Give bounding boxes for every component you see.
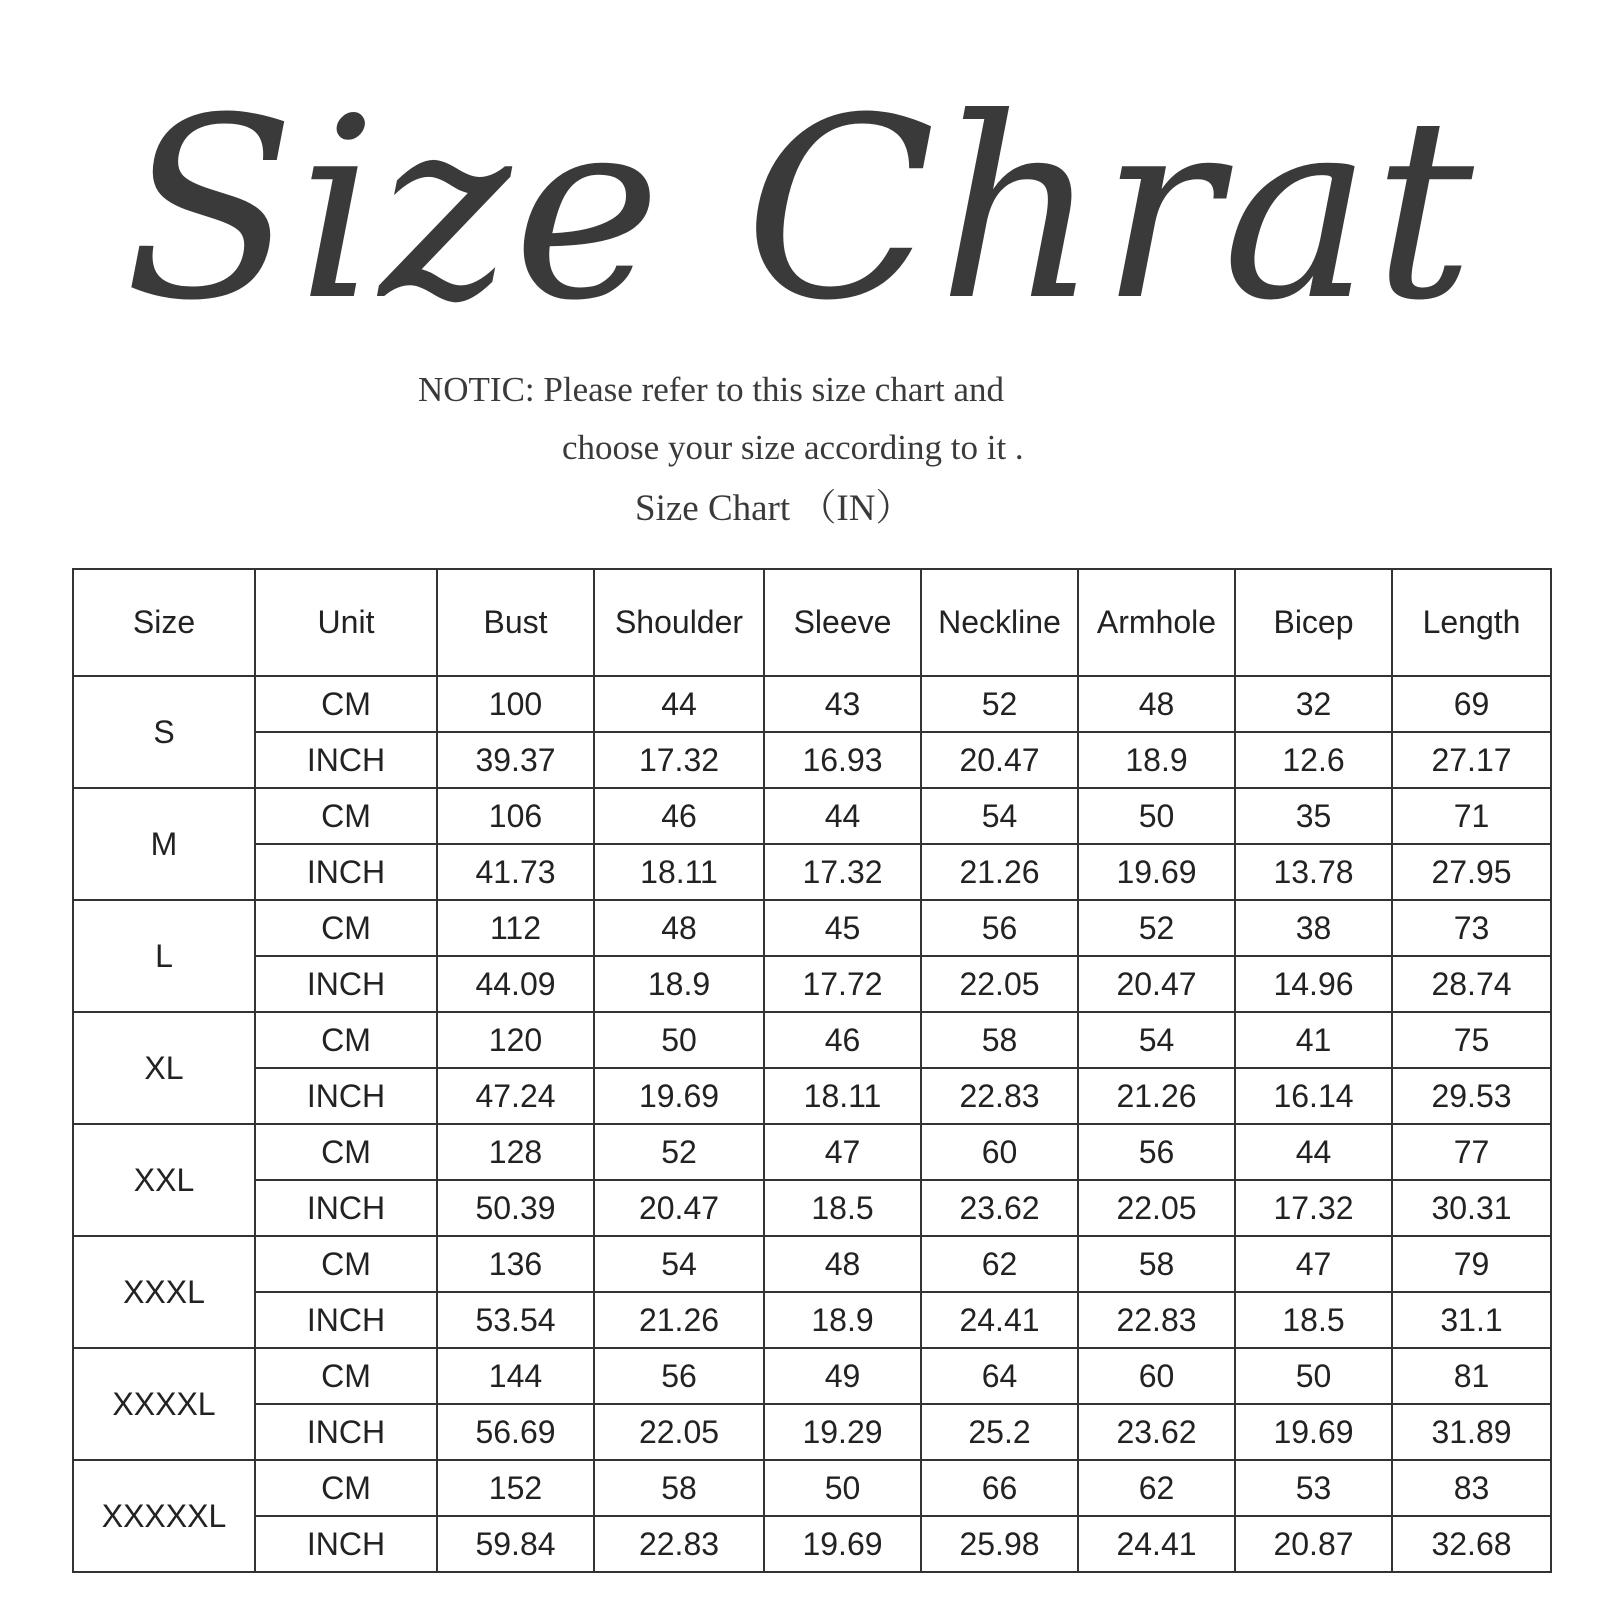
table-cell: 18.11 (594, 844, 764, 900)
header-bicep: Bicep (1235, 569, 1392, 676)
size-label: S (73, 676, 255, 788)
header-shoulder: Shoulder (594, 569, 764, 676)
table-cell: 47 (1235, 1236, 1392, 1292)
unit-cm: CM (255, 1012, 437, 1068)
table-cell: 31.89 (1392, 1404, 1551, 1460)
table-cell: 47 (764, 1124, 921, 1180)
table-cell: 144 (437, 1348, 594, 1404)
table-cell: 22.05 (594, 1404, 764, 1460)
table-cell: 136 (437, 1236, 594, 1292)
table-cell: 60 (1078, 1348, 1235, 1404)
table-row (73, 1348, 1551, 1404)
header-neckline: Neckline (921, 569, 1078, 676)
table-cell: 83 (1392, 1460, 1551, 1516)
table-cell: 18.11 (764, 1068, 921, 1124)
table-cell: 21.26 (921, 844, 1078, 900)
unit-inch: INCH (255, 1404, 437, 1460)
table-cell: 46 (594, 788, 764, 844)
table-cell: 18.9 (1078, 732, 1235, 788)
table-cell: 73 (1392, 900, 1551, 956)
size-label: XXXXXL (73, 1460, 255, 1572)
table-cell: 41 (1235, 1012, 1392, 1068)
table-cell: 18.5 (1235, 1292, 1392, 1348)
table-cell: 54 (1078, 1012, 1235, 1068)
table-cell: 60 (921, 1124, 1078, 1180)
unit-inch: INCH (255, 732, 437, 788)
unit-cm: CM (255, 1236, 437, 1292)
table-cell: 39.37 (437, 732, 594, 788)
table-cell: 44.09 (437, 956, 594, 1012)
table-cell: 20.47 (921, 732, 1078, 788)
table-cell: 59.84 (437, 1516, 594, 1572)
table-cell: 19.69 (594, 1068, 764, 1124)
table-cell: 19.29 (764, 1404, 921, 1460)
table-cell: 62 (921, 1236, 1078, 1292)
table-cell: 23.62 (921, 1180, 1078, 1236)
table-cell: 28.74 (1392, 956, 1551, 1012)
table-cell: 50 (594, 1012, 764, 1068)
table-cell: 71 (1392, 788, 1551, 844)
table-row (73, 1180, 1551, 1236)
table-row (73, 1404, 1551, 1460)
table-cell: 50 (1235, 1348, 1392, 1404)
table-cell: 112 (437, 900, 594, 956)
size-label: XL (73, 1012, 255, 1124)
table-cell: 31.1 (1392, 1292, 1551, 1348)
table-cell: 47.24 (437, 1068, 594, 1124)
table-cell: 30.31 (1392, 1180, 1551, 1236)
unit-inch: INCH (255, 1292, 437, 1348)
table-cell: 35 (1235, 788, 1392, 844)
table-cell: 66 (921, 1460, 1078, 1516)
table-cell: 53.54 (437, 1292, 594, 1348)
header-size: Size (73, 569, 255, 676)
table-cell: 56.69 (437, 1404, 594, 1460)
table-cell: 152 (437, 1460, 594, 1516)
table-cell: 79 (1392, 1236, 1551, 1292)
table-row (73, 956, 1551, 1012)
table-cell: 100 (437, 676, 594, 732)
table-cell: 24.41 (1078, 1516, 1235, 1572)
table-cell: 43 (764, 676, 921, 732)
table-cell: 81 (1392, 1348, 1551, 1404)
table-body (73, 676, 1551, 1572)
table-cell: 44 (764, 788, 921, 844)
table-cell: 24.41 (921, 1292, 1078, 1348)
size-table-container (72, 568, 1550, 1573)
table-cell: 49 (764, 1348, 921, 1404)
table-cell: 54 (594, 1236, 764, 1292)
table-cell: 22.83 (1078, 1292, 1235, 1348)
table-cell: 38 (1235, 900, 1392, 956)
table-row (73, 788, 1551, 844)
table-cell: 52 (594, 1124, 764, 1180)
table-cell: 32 (1235, 676, 1392, 732)
table-cell: 14.96 (1235, 956, 1392, 1012)
table-cell: 48 (594, 900, 764, 956)
table-cell: 56 (921, 900, 1078, 956)
header-length: Length (1392, 569, 1551, 676)
table-cell: 64 (921, 1348, 1078, 1404)
table-cell: 48 (1078, 676, 1235, 732)
table-cell: 46 (764, 1012, 921, 1068)
unit-cm: CM (255, 900, 437, 956)
header-bust: Bust (437, 569, 594, 676)
size-label: L (73, 900, 255, 1012)
table-cell: 17.72 (764, 956, 921, 1012)
table-cell: 75 (1392, 1012, 1551, 1068)
table-row (73, 1516, 1551, 1572)
table-cell: 50 (764, 1460, 921, 1516)
table-cell: 52 (921, 676, 1078, 732)
table-cell: 77 (1392, 1124, 1551, 1180)
table-row (73, 1068, 1551, 1124)
table-cell: 29.53 (1392, 1068, 1551, 1124)
table-cell: 48 (764, 1236, 921, 1292)
table-cell: 16.93 (764, 732, 921, 788)
table-cell: 17.32 (764, 844, 921, 900)
table-row (73, 900, 1551, 956)
table-cell: 22.83 (594, 1516, 764, 1572)
size-label: M (73, 788, 255, 900)
table-cell: 128 (437, 1124, 594, 1180)
table-row (73, 1124, 1551, 1180)
table-cell: 53 (1235, 1460, 1392, 1516)
table-row (73, 1460, 1551, 1516)
table-cell: 58 (1078, 1236, 1235, 1292)
table-cell: 23.62 (1078, 1404, 1235, 1460)
unit-cm: CM (255, 788, 437, 844)
table-cell: 56 (1078, 1124, 1235, 1180)
unit-cm: CM (255, 1124, 437, 1180)
size-label: XXL (73, 1124, 255, 1236)
table-cell: 20.87 (1235, 1516, 1392, 1572)
table-cell: 21.26 (1078, 1068, 1235, 1124)
unit-inch: INCH (255, 1516, 437, 1572)
table-cell: 20.47 (1078, 956, 1235, 1012)
unit-inch: INCH (255, 1068, 437, 1124)
unit-inch: INCH (255, 956, 437, 1012)
size-label: XXXL (73, 1236, 255, 1348)
table-cell: 56 (594, 1348, 764, 1404)
table-cell: 17.32 (594, 732, 764, 788)
table-row (73, 844, 1551, 900)
size-label: XXXXL (73, 1348, 255, 1460)
table-cell: 54 (921, 788, 1078, 844)
notice-line-2: choose your size according to it . (562, 428, 1024, 467)
table-cell: 25.2 (921, 1404, 1078, 1460)
table-cell: 44 (1235, 1124, 1392, 1180)
table-cell: 22.83 (921, 1068, 1078, 1124)
table-cell: 22.05 (921, 956, 1078, 1012)
size-table (72, 568, 1552, 1573)
header-sleeve: Sleeve (764, 569, 921, 676)
table-cell: 52 (1078, 900, 1235, 956)
table-cell: 18.9 (764, 1292, 921, 1348)
table-row (73, 1012, 1551, 1068)
chart-caption: Size Chart （IN） (635, 488, 913, 529)
header-unit: Unit (255, 569, 437, 676)
table-cell: 120 (437, 1012, 594, 1068)
table-cell: 12.6 (1235, 732, 1392, 788)
table-cell: 27.17 (1392, 732, 1551, 788)
table-cell: 19.69 (764, 1516, 921, 1572)
table-cell: 13.78 (1235, 844, 1392, 900)
unit-cm: CM (255, 676, 437, 732)
table-row (73, 732, 1551, 788)
table-cell: 18.5 (764, 1180, 921, 1236)
table-cell: 16.14 (1235, 1068, 1392, 1124)
table-cell: 45 (764, 900, 921, 956)
table-cell: 20.47 (594, 1180, 764, 1236)
table-cell: 58 (921, 1012, 1078, 1068)
unit-cm: CM (255, 1460, 437, 1516)
table-row (73, 1236, 1551, 1292)
page-title: Size Chrat (124, 64, 1476, 355)
unit-inch: INCH (255, 1180, 437, 1236)
table-header-row (73, 569, 1551, 676)
table-cell: 50 (1078, 788, 1235, 844)
table-cell: 17.32 (1235, 1180, 1392, 1236)
table-row (73, 676, 1551, 732)
table-cell: 41.73 (437, 844, 594, 900)
table-cell: 106 (437, 788, 594, 844)
table-cell: 27.95 (1392, 844, 1551, 900)
table-cell: 32.68 (1392, 1516, 1551, 1572)
table-cell: 69 (1392, 676, 1551, 732)
table-row (73, 1292, 1551, 1348)
table-cell: 22.05 (1078, 1180, 1235, 1236)
unit-cm: CM (255, 1348, 437, 1404)
table-cell: 50.39 (437, 1180, 594, 1236)
table-cell: 44 (594, 676, 764, 732)
table-cell: 25.98 (921, 1516, 1078, 1572)
table-cell: 18.9 (594, 956, 764, 1012)
table-cell: 62 (1078, 1460, 1235, 1516)
header-armhole: Armhole (1078, 569, 1235, 676)
notice-line-1: NOTIC: Please refer to this size chart and (418, 370, 1005, 409)
unit-inch: INCH (255, 844, 437, 900)
table-cell: 21.26 (594, 1292, 764, 1348)
table-cell: 58 (594, 1460, 764, 1516)
table-cell: 19.69 (1078, 844, 1235, 900)
table-cell: 19.69 (1235, 1404, 1392, 1460)
